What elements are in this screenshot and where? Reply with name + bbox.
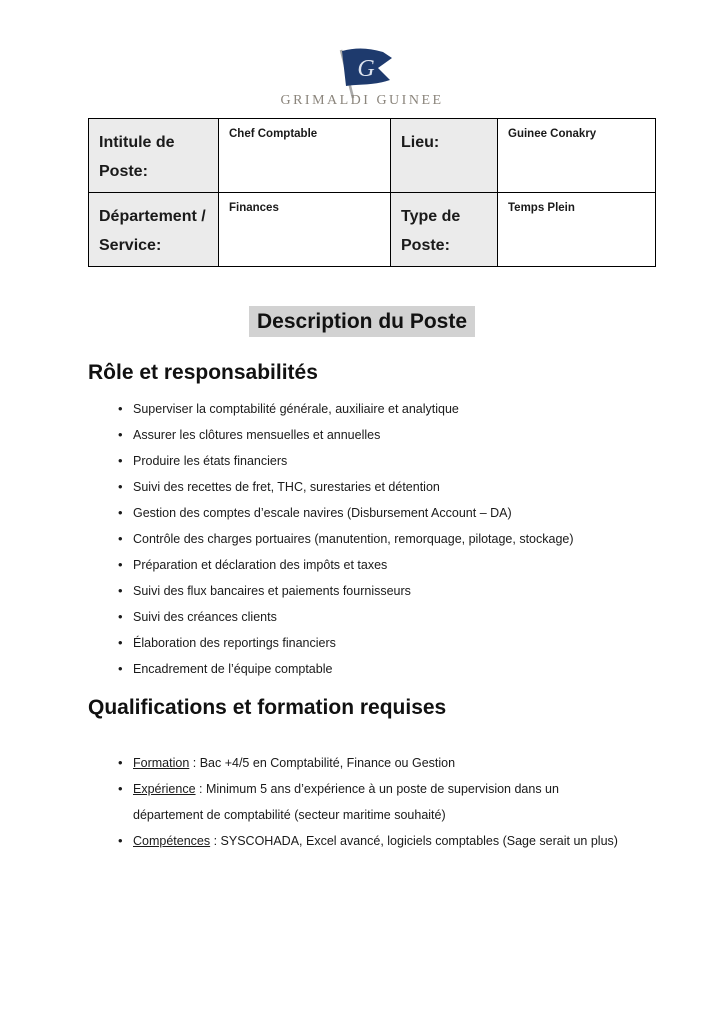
- list-item: • Gestion des comptes d’escale navires (Disbursement Account – DA): [88, 500, 724, 526]
- document-title-wrap: [0, 310, 724, 334]
- table-value-lieu: Guinee Conakry: [498, 119, 656, 193]
- bullet-list-qualifications: [88, 750, 724, 854]
- list-item: [88, 828, 724, 854]
- document-title: Description du Poste: [249, 306, 475, 337]
- list-item: • Suivi des flux bancaires et paiements fournisseurs: [88, 578, 724, 604]
- table-label-type-poste: Type de Poste:: [391, 193, 498, 267]
- table-row: [89, 119, 656, 193]
- table-row: [89, 193, 656, 267]
- list-item: • Produire les états financiers: [88, 448, 724, 474]
- table-value-type-poste: Temps Plein: [498, 193, 656, 267]
- term-detail: : Bac +4/5 en Comptabilité, Finance ou Gestion: [189, 756, 456, 770]
- table-label-lieu: Lieu:: [391, 119, 498, 193]
- list-item: [88, 776, 724, 828]
- job-info-table: [88, 118, 656, 267]
- term-detail-wrap: département de comptabilité (secteur maritime souhaité): [133, 808, 446, 822]
- brand-name: GRIMALDI GUINEE: [280, 93, 444, 108]
- flag-letter: G: [357, 56, 375, 82]
- bullet-list-role: [88, 396, 724, 682]
- table-label-intitule: Intitule de Poste:: [89, 119, 219, 193]
- term-detail: : Minimum 5 ans d’expérience à un poste de supervision dans un: [195, 782, 559, 796]
- logo: [0, 0, 724, 109]
- term-label: Formation: [133, 756, 190, 770]
- table-value-intitule: Chef Comptable: [219, 119, 391, 193]
- list-item: • Élaboration des reportings financiers: [88, 630, 724, 656]
- list-item: • Superviser la comptabilité générale, auxiliaire et analytique: [88, 396, 724, 422]
- flag-logo-icon: [329, 46, 395, 100]
- list-item: • Encadrement de l’équipe comptable: [88, 656, 724, 682]
- section-heading-qualifications: Qualifications et formation requises: [88, 696, 447, 719]
- list-item: • Suivi des recettes de fret, THC, surestaries et détention: [88, 474, 724, 500]
- term-label: Expérience: [133, 782, 196, 796]
- section-heading-role: Rôle et responsabilités: [88, 361, 318, 384]
- list-item: [88, 750, 724, 776]
- term-detail: : SYSCOHADA, Excel avancé, logiciels comptables (Sage serait un plus): [210, 834, 618, 848]
- term-label: Compétences: [133, 834, 211, 848]
- table-value-departement: Finances: [219, 193, 391, 267]
- list-item: • Suivi des créances clients: [88, 604, 724, 630]
- list-item: • Contrôle des charges portuaires (manutention, remorquage, pilotage, stockage): [88, 526, 724, 552]
- list-item: • Assurer les clôtures mensuelles et annuelles: [88, 422, 724, 448]
- list-item: • Préparation et déclaration des impôts et taxes: [88, 552, 724, 578]
- table-label-departement: Département / Service:: [89, 193, 219, 267]
